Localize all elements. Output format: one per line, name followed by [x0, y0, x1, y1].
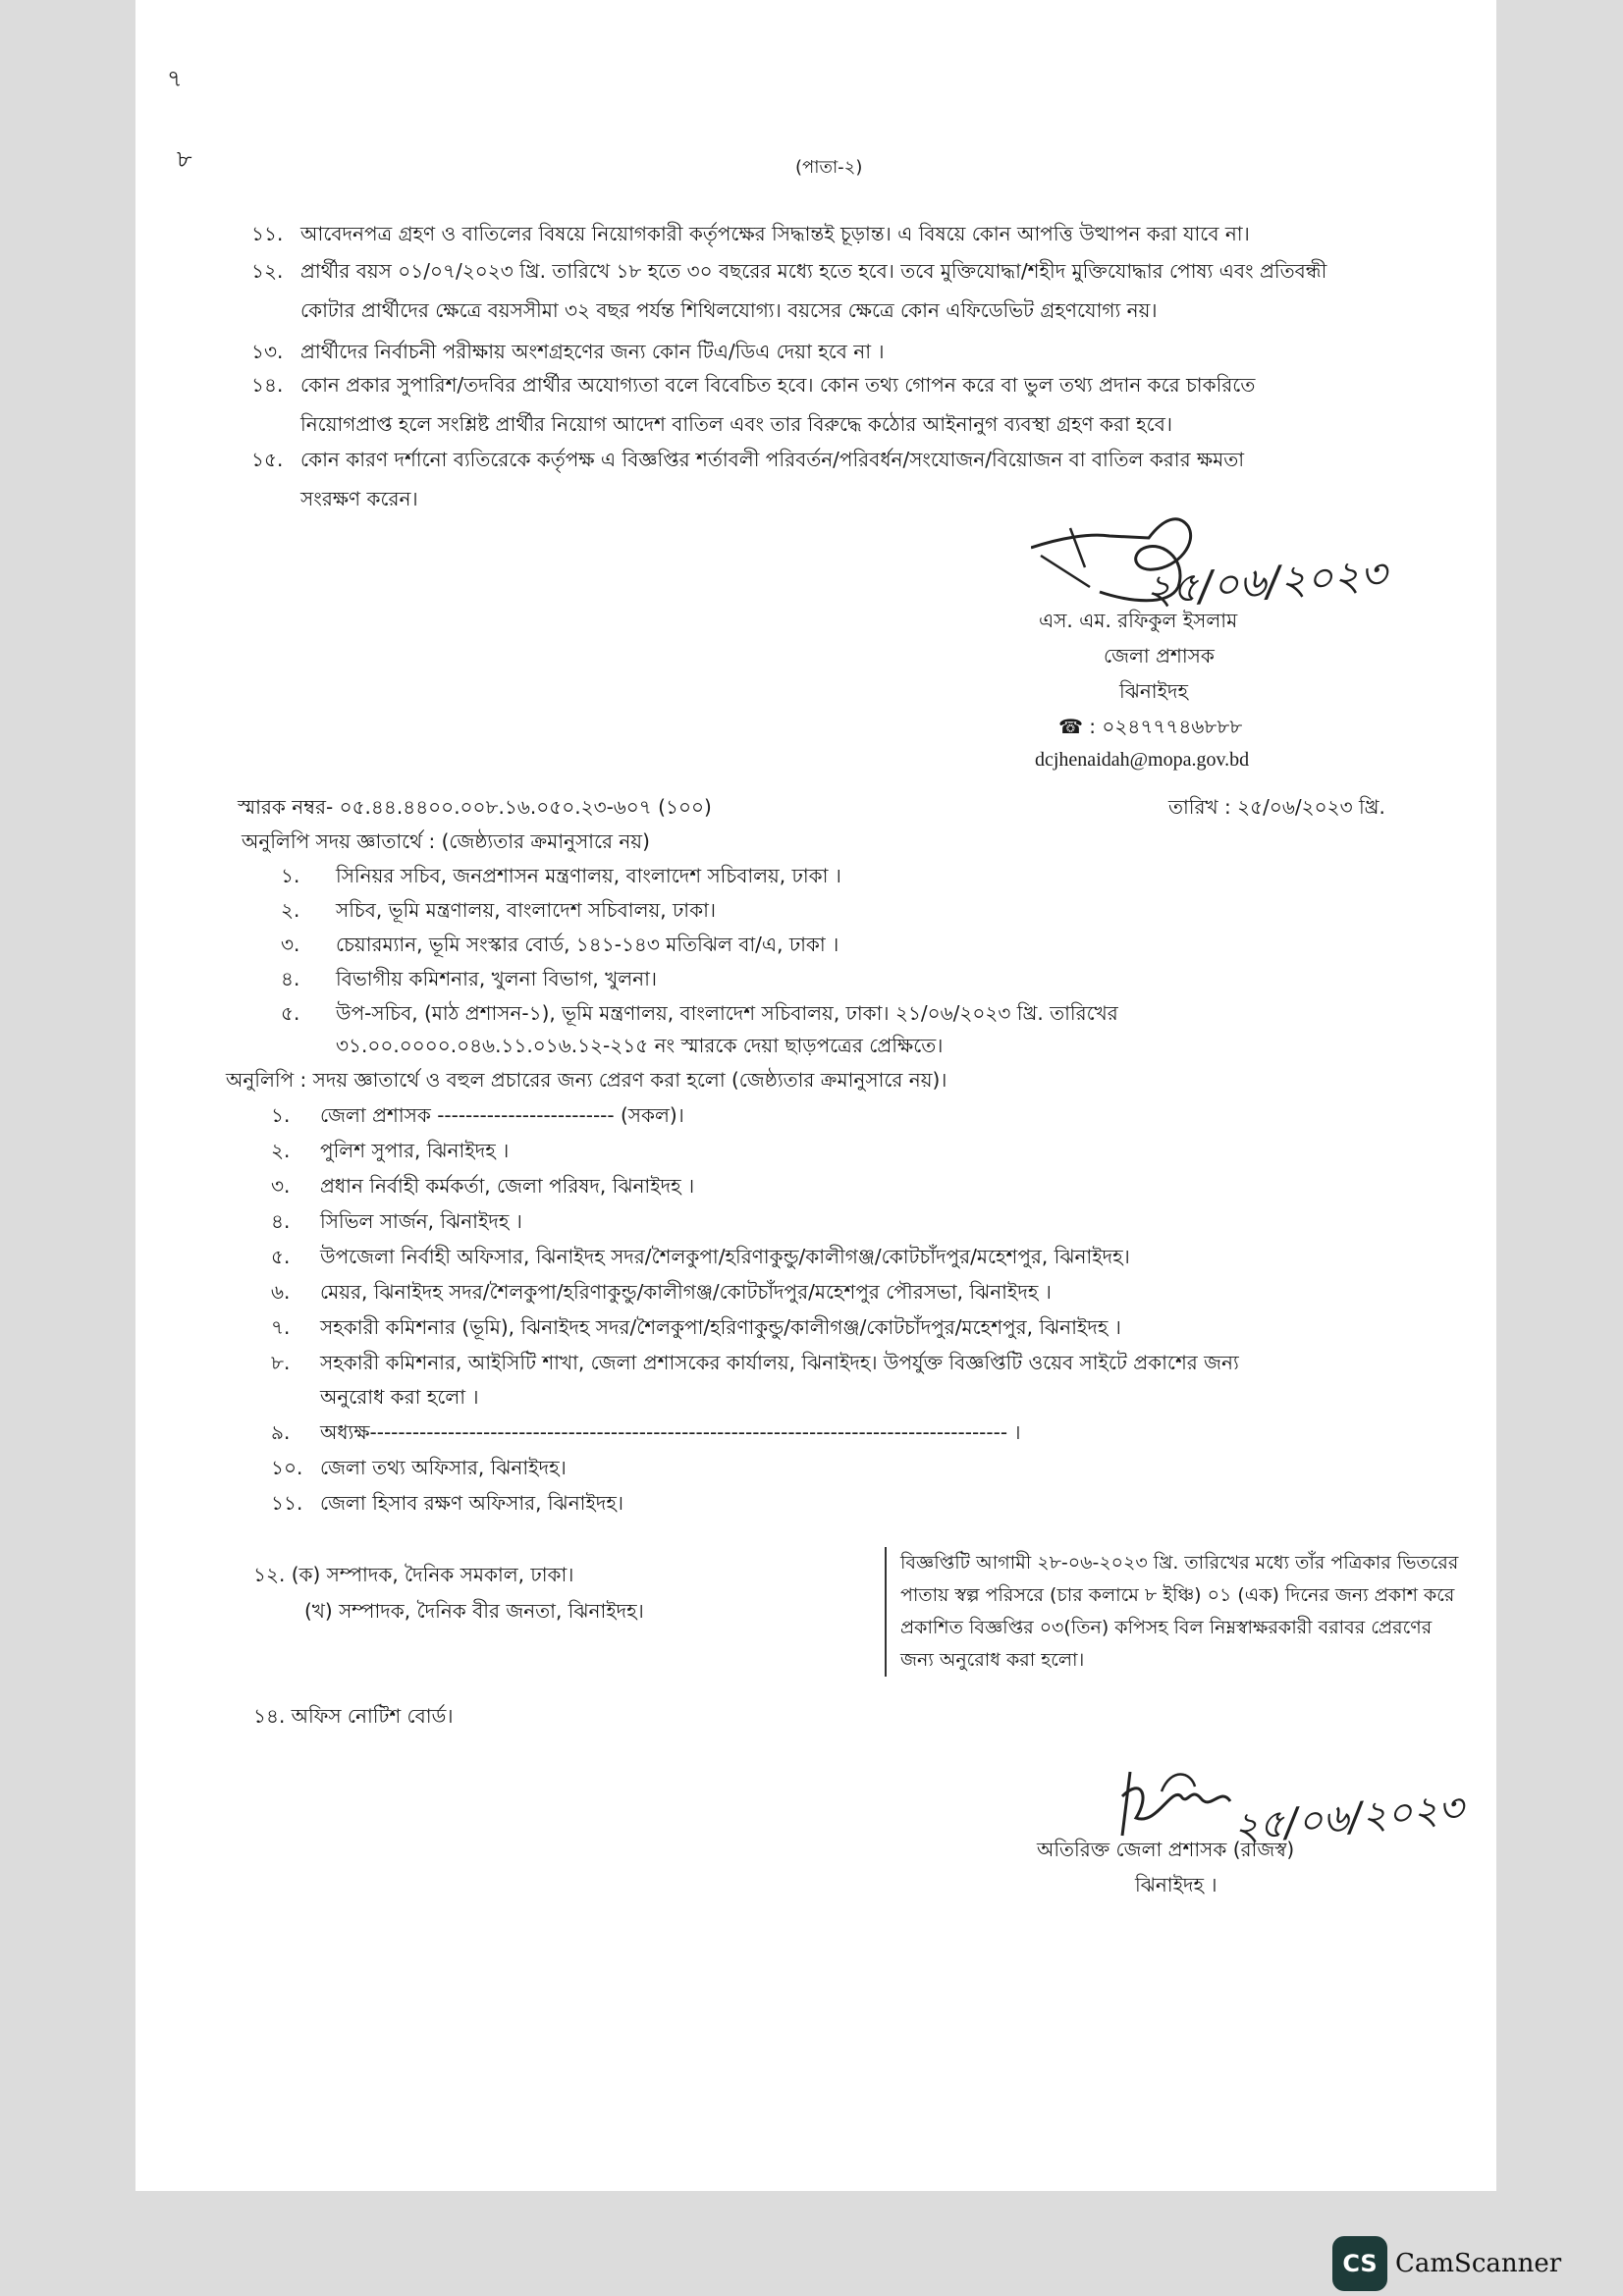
copy2-item-number: ৩.	[271, 1174, 291, 1198]
clause-text: সংরক্ষণ করেন।	[300, 487, 418, 510]
clause-text: প্রার্থীদের নির্বাচনী পরীক্ষায় অংশগ্রহণের জন্য কোন টিএ/ডিএ দেয়া হবে না ।	[300, 340, 885, 363]
signatory-1-title: জেলা প্রশাসক	[1104, 644, 1215, 667]
copy1-item-text: উপ-সচিব, (মাঠ প্রশাসন-১), ভূমি মন্ত্রণালয়, বাংলাদেশ সচিবালয়, ঢাকা। ২১/০৬/২০২৩ খ্রি. তারিখের	[336, 1001, 1118, 1025]
signature-2-date: ২৫/০৬/২০২৩	[1231, 1785, 1466, 1851]
copy2-item-text: পুলিশ সুপার, ঝিনাইদহ ।	[320, 1139, 510, 1162]
signatory-1-district: ঝিনাইদহ	[1119, 679, 1189, 703]
copy2-item-number: ১১.	[271, 1491, 303, 1515]
copy1-item-number: ৫.	[281, 1001, 300, 1025]
clause-number: ১৫.	[251, 448, 284, 471]
clause-text: কোন প্রকার সুপারিশ/তদবির প্রার্থীর অযোগ্যতা বলে বিবেচিত হবে। কোন তথ্য গোপন করে বা ভুল তথ্য প্রদান করে চাকরিতে	[300, 373, 1256, 397]
margin-mark-1: ৭	[167, 65, 183, 92]
copy2-item-text: মেয়র, ঝিনাইদহ সদর/শৈলকুপা/হরিণাকুন্ডু/কালীগঞ্জ/কোটচাঁদপুর/মহেশপুর পৌরসভা, ঝিনাইদহ ।	[320, 1280, 1052, 1304]
copy2-item-text: উপজেলা নির্বাহী অফিসার, ঝিনাইদহ সদর/শৈলকুপা/হরিণাকুন্ডু/কালীগঞ্জ/কোটচাঁদপুর/মহেশপুর, ঝিনাইদহ।	[320, 1245, 1130, 1268]
page-label: (পাতা-২)	[795, 157, 863, 178]
copy1-item-number: ১.	[281, 864, 300, 887]
copy2-item-number: ১.	[271, 1103, 291, 1127]
copy1-item-number: ৪.	[281, 967, 300, 990]
margin-mark-2: ৮	[177, 145, 192, 173]
memo-number: স্মারক নম্বর- ০৫.৪৪.৪৪০০.০০৮.১৬.০৫০.২৩-৬০৭ (১০০)	[238, 795, 712, 819]
copy2-item-text: সহকারী কমিশনার, আইসিটি শাখা, জেলা প্রশাসকের কার্যালয়, ঝিনাইদহ। উপর্যুক্ত বিজ্ঞপ্তিটি ওয়েব সাইটে প্রকাশের জন্য	[320, 1351, 1239, 1374]
clause-number: ১২.	[251, 259, 284, 283]
signatory-2-district: ঝিনাইদহ ।	[1135, 1873, 1217, 1896]
copy1-heading: অনুলিপি সদয় জ্ঞাতার্থে : (জেষ্ঠ্যতার ক্রমানুসারে নয়)	[242, 829, 650, 853]
clause-number: ১৩.	[251, 340, 284, 363]
clause-text: কোন কারণ দর্শানো ব্যতিরেকে কর্তৃপক্ষ এ বিজ্ঞপ্তির শর্তাবলী পরিবর্তন/পরিবর্ধন/সংযোজন/বিয়োজন বা বাতিল করার ক্ষমতা	[300, 448, 1245, 471]
signatory-1-phone: ☎ : ০২৪৭৭৭৪৬৮৮৮	[1058, 715, 1243, 738]
copy2-item-text: অধ্যক্ষ------------------------------------------------------------------------------------------ ।	[320, 1420, 1021, 1444]
copy2-item-number: ৮.	[271, 1351, 291, 1374]
copy1-item-text: ৩১.০০.০০০০.০৪৬.১১.০১৬.১২-২১৫ নং স্মারকে দেয়া ছাড়পত্রের প্রেক্ষিতে।	[336, 1034, 944, 1057]
camscanner-logo-icon: CS	[1332, 2236, 1387, 2291]
copy1-item-text: চেয়ারম্যান, ভূমি সংস্কার বোর্ড, ১৪১-১৪৩ মতিঝিল বা/এ, ঢাকা ।	[336, 933, 839, 956]
signatory-1-name: এস. এম. রফিকুল ইসলাম	[1039, 609, 1238, 632]
item-12-note: বিজ্ঞপ্তিটি আগামী ২৮-০৬-২০২৩ খ্রি. তারিখের মধ্যে তাঁর পত্রিকার ভিতরের পাতায় স্বল্প পরিসরে (চার কলামে ৮ ইঞ্চি) ০১ (এক) দিনের জন্য প্রকাশ করে প্রকাশিত বিজ্ঞপ্তির ০৩(তিন) কপিসহ বিল নিম্নস্বাক্ষরকারী বরাবর প্রেরণের জন্য অনুরোধ করা হলো।	[885, 1547, 1468, 1677]
clause-text: কোটার প্রার্থীদের ক্ষেত্রে বয়সসীমা ৩২ বছর পর্যন্ত শিথিলযোগ্য। বয়সের ক্ষেত্রে কোন এফিডেভিট গ্রহণযোগ্য নয়।	[300, 298, 1158, 322]
clause-number: ১১.	[251, 222, 284, 245]
copy1-item-text: বিভাগীয় কমিশনার, খুলনা বিভাগ, খুলনা।	[336, 967, 658, 990]
copy2-item-text: জেলা তথ্য অফিসার, ঝিনাইদহ।	[320, 1456, 567, 1479]
clause-text: প্রার্থীর বয়স ০১/০৭/২০২৩ খ্রি. তারিখে ১৮ হতে ৩০ বছরের মধ্যে হতে হবে। তবে মুক্তিযোদ্ধা/শহীদ মুক্তিযোদ্ধার পোষ্য এবং প্রতিবন্ধী	[300, 259, 1327, 283]
copy2-item-text: প্রধান নির্বাহী কর্মকর্তা, জেলা পরিষদ, ঝিনাইদহ ।	[320, 1174, 695, 1198]
copy2-item-number: ৬.	[271, 1280, 291, 1304]
copy2-item-text: সহকারী কমিশনার (ভূমি), ঝিনাইদহ সদর/শৈলকুপা/হরিণাকুন্ডু/কালীগঞ্জ/কোটচাঁদপুর/মহেশপুর, ঝিনাইদহ ।	[320, 1315, 1121, 1339]
clause-number: ১৪.	[251, 373, 284, 397]
memo-date: তারিখ : ২৫/০৬/২০২৩ খ্রি.	[1168, 795, 1385, 819]
item-12b: (খ) সম্পাদক, দৈনিক বীর জনতা, ঝিনাইদহ।	[304, 1599, 644, 1623]
copy2-item-number: ৫.	[271, 1245, 291, 1268]
telephone-icon: ☎	[1058, 715, 1083, 738]
copy2-item-text: সিভিল সার্জন, ঝিনাইদহ ।	[320, 1209, 522, 1233]
copy2-heading: অনুলিপি : সদয় জ্ঞাতার্থে ও বহুল প্রচারের জন্য প্রেরণ করা হলো (জেষ্ঠ্যতার ক্রমানুসারে নয়)।	[226, 1068, 947, 1092]
item-12a: ১২. (ক) সম্পাদক, দৈনিক সমকাল, ঢাকা।	[253, 1563, 574, 1586]
copy2-item-text: অনুরোধ করা হলো ।	[320, 1385, 479, 1409]
copy2-item-number: ৭.	[271, 1315, 291, 1339]
copy1-item-number: ২.	[281, 898, 300, 922]
copy2-item-number: ১০.	[271, 1456, 303, 1479]
signatory-2-title: অতিরিক্ত জেলা প্রশাসক (রাজস্ব)	[1037, 1838, 1295, 1861]
copy2-item-text: জেলা প্রশাসক ------------------------- (সকল)।	[320, 1103, 684, 1127]
copy2-item-number: ২.	[271, 1139, 291, 1162]
clause-text: নিয়োগপ্রাপ্ত হলে সংশ্লিষ্ট প্রার্থীর নিয়োগ আদেশ বাতিল এবং তার বিরুদ্ধে কঠোর আইনানুগ ব্যবস্থা গ্রহণ করা হবে।	[300, 412, 1173, 436]
clause-text: আবেদনপত্র গ্রহণ ও বাতিলের বিষয়ে নিয়োগকারী কর্তৃপক্ষের সিদ্ধান্তই চূড়ান্ত। এ বিষয়ে কোন আপত্তি উত্থাপন করা যাবে না।	[300, 222, 1250, 245]
document-page	[135, 0, 1496, 2191]
copy2-item-number: ৪.	[271, 1209, 291, 1233]
copy1-item-text: সিনিয়র সচিব, জনপ্রশাসন মন্ত্রণালয়, বাংলাদেশ সচিবালয়, ঢাকা ।	[336, 864, 841, 887]
camscanner-watermark	[1332, 2236, 1561, 2291]
copy2-item-text: জেলা হিসাব রক্ষণ অফিসার, ঝিনাইদহ।	[320, 1491, 624, 1515]
copy2-item-number: ৯.	[271, 1420, 291, 1444]
item-14: ১৪. অফিস নোটিশ বোর্ড।	[253, 1704, 454, 1728]
signature-1-date: ২৫/০৬/২০২৩	[1143, 549, 1388, 614]
copy1-item-number: ৩.	[281, 933, 300, 956]
signatory-1-email: dcjhenaidah@mopa.gov.bd	[1035, 749, 1250, 771]
camscanner-label: CamScanner	[1395, 2249, 1562, 2278]
copy1-item-text: সচিব, ভূমি মন্ত্রণালয়, বাংলাদেশ সচিবালয়, ঢাকা।	[336, 898, 717, 922]
